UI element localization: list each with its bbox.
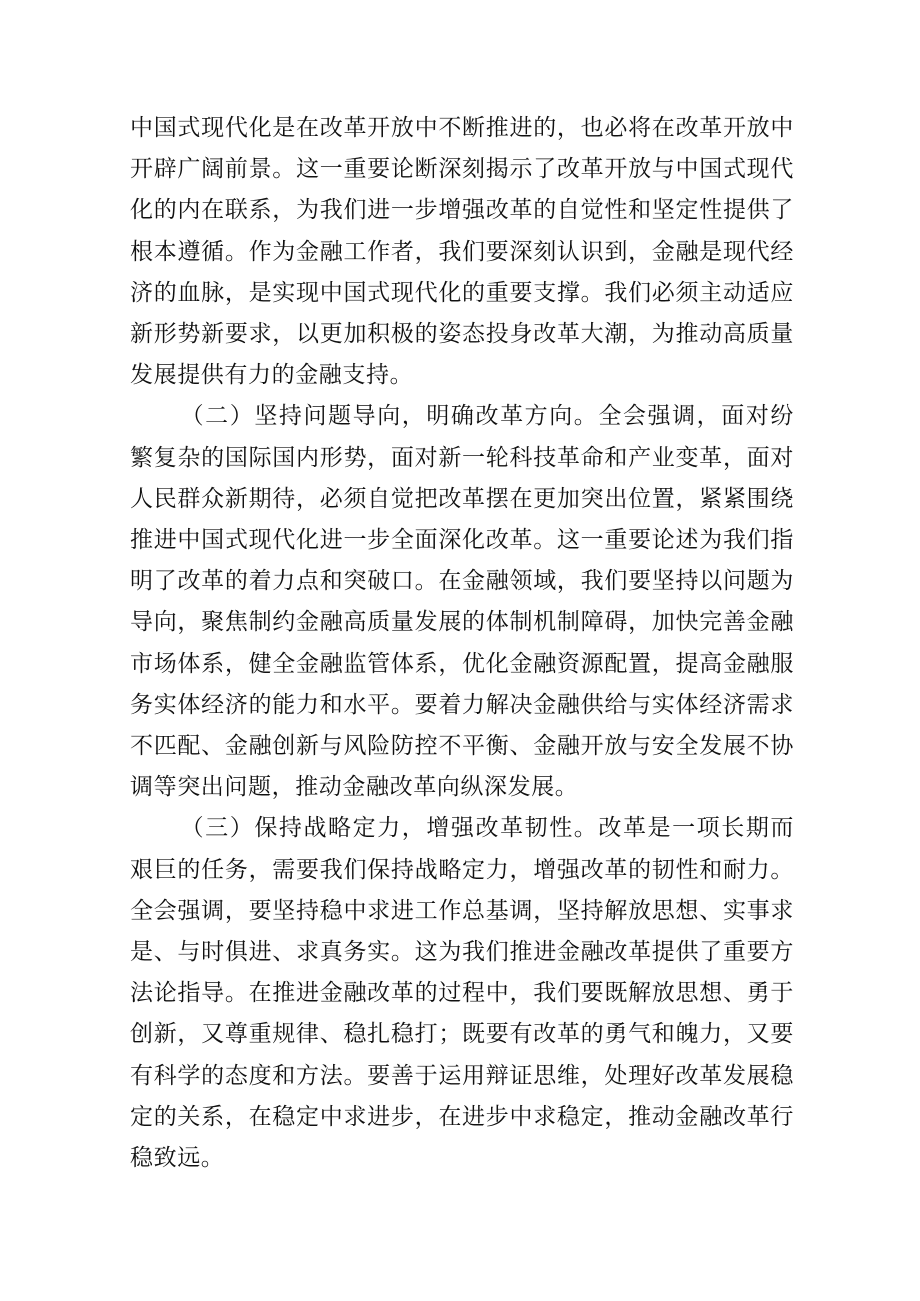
paragraph-section-three: （三）保持战略定力，增强改革韧性。改革是一项长期而艰巨的任务，需要我们保持战略定力，增强改革的韧性和耐力。全会强调，要坚持稳中求进工作总基调，坚持解放思想、实事求是、与时俱进、求真务实。这为我们推进金融改革提供了重要方法论指导。在推进金融改革的过程中，我们要既解放思想、勇于创新，又尊重规律、稳扎稳打；既要有改革的勇气和魄力，又要有科学的态度和方法。要善于运用辩证思维，处理好改革发展稳定的关系，在稳定中求进步，在进步中求稳定，推动金融改革行稳致远。 <box>130 815 794 1172</box>
document-page <box>130 108 794 1179</box>
paragraph-section-two: （二）坚持问题导向，明确改革方向。全会强调，面对纷繁复杂的国际国内形势，面对新一轮科技革命和产业变革，面对人民群众新期待，必须自觉把改革摆在更加突出位置，紧紧围绕推进中国式现代化进一步全面深化改革。这一重要论述为我们指明了改革的着力点和突破口。在金融领域，我们要坚持以问题为导向，聚焦制约金融高质量发展的体制机制障碍，加快完善金融市场体系，健全金融监管体系，优化金融资源配置，提高金融服务实体经济的能力和水平。要着力解决金融供给与实体经济需求不匹配、金融创新与风险防控不平衡、金融开放与安全发展不协调等突出问题，推动金融改革向纵深发展。 <box>130 403 794 801</box>
paragraph-continuation: 中国式现代化是在改革开放中不断推进的，也必将在改革开放中开辟广阔前景。这一重要论断深刻揭示了改革开放与中国式现代化的内在联系，为我们进一步增强改革的自觉性和坚定性提供了根本遵循。作为金融工作者，我们要深刻认识到，金融是现代经济的血脉，是实现中国式现代化的重要支撑。我们必须主动适应新形势新要求，以更加积极的姿态投身改革大潮，为推动高质量发展提供有力的金融支持。 <box>130 115 794 389</box>
